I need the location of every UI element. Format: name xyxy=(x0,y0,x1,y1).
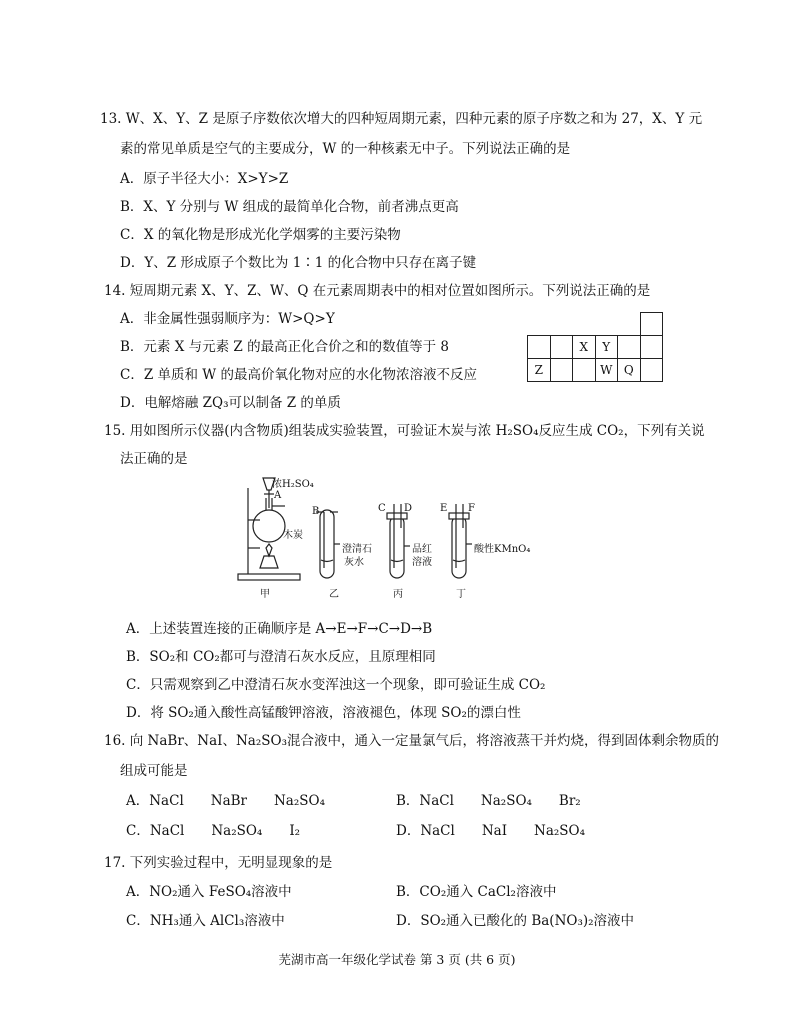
q17-option-a: A．NO₂通入 FeSO₄溶液中 xyxy=(126,884,292,900)
q14-option-c: C．Z 单质和 W 的最高价氧化物对应的水化物浓溶液不反应 xyxy=(120,367,477,383)
q15-option-a: A．上述装置连接的正确顺序是 A→E→F→C→D→B xyxy=(126,621,433,637)
name-jia: 甲 xyxy=(260,589,270,600)
table-cell xyxy=(550,359,573,382)
q14-option-a: A．非金属性强弱顺序为：W>Q>Y xyxy=(120,311,335,327)
magenta-label-2: 溶液 xyxy=(412,557,432,568)
q17-option-b: B．CO₂通入 CaCl₂溶液中 xyxy=(396,884,557,900)
name-bing: 丙 xyxy=(393,589,403,600)
q16-option-d: D．NaCl NaI Na₂SO₄ xyxy=(396,823,586,839)
table-cell xyxy=(573,359,596,382)
q15-option-d: D．将 SO₂通入酸性高锰酸钾溶液，溶液褪色，体现 SO₂的漂白性 xyxy=(126,705,521,721)
limewater-label-1: 澄清石 xyxy=(342,544,372,555)
table-row-period-1 xyxy=(528,313,663,336)
q16-stem-line2: 组成可能是 xyxy=(120,763,188,779)
q13-option-c: C．X 的氧化物是形成光化学烟雾的主要污染物 xyxy=(120,227,401,243)
page-footer: 芜湖市高一年级化学试卷 第 3 页 (共 6 页) xyxy=(278,952,516,967)
q13-option-d: D．Y、Z 形成原子个数比为 1∶1 的化合物中只存在离子键 xyxy=(120,255,477,271)
table-cell xyxy=(640,359,663,382)
q14-option-b: B．元素 X 与元素 Z 的最高正化合价之和的数值等于 8 xyxy=(120,339,449,355)
charcoal-label: 木炭 xyxy=(283,530,303,541)
q13-stem-line2: 素的常见单质是空气的主要成分，W 的一种核素无中子。下列说法正确的是 xyxy=(120,141,571,157)
magenta-label-1: 品红 xyxy=(412,544,432,555)
table-cell-he xyxy=(640,313,663,336)
q17-stem: 17. 下列实验过程中，无明显现象的是 xyxy=(104,855,333,871)
table-cell-y: Y xyxy=(595,336,618,359)
table-cell-x: X xyxy=(573,336,596,359)
q13-option-a: A．原子半径大小：X>Y>Z xyxy=(120,171,289,187)
q15-stem-line1: 15. 用如图所示仪器(内含物质)组装成实验装置，可验证木炭与浓 H₂SO₄反应生成 CO₂，下列有关说 xyxy=(104,423,705,439)
q14-option-d: D．电解熔融 ZQ₃可以制备 Z 的单质 xyxy=(120,395,341,411)
label-d: D xyxy=(404,503,413,514)
table-cell xyxy=(640,336,663,359)
q13-option-b: B．X、Y 分别与 W 组成的最简单化合物，前者沸点更高 xyxy=(120,199,459,215)
q16-stem-line1: 16. 向 NaBr、NaI、Na₂SO₃混合液中，通入一定量氯气后，将溶液蒸干并灼烧，得到固体剩余物质的 xyxy=(104,733,719,749)
q13-stem-line1: 13. W、X、Y、Z 是原子序数依次增大的四种短周期元素，四种元素的原子序数之和为 27，X、Y 元 xyxy=(100,111,703,127)
table-cell xyxy=(618,336,641,359)
q15-option-b: B．SO₂和 CO₂都可与澄清石灰水反应，且原理相同 xyxy=(126,649,436,665)
q17-option-d: D．SO₂通入已酸化的 Ba(NO₃)₂溶液中 xyxy=(396,913,635,929)
label-f: F xyxy=(468,503,475,514)
table-cell xyxy=(550,336,573,359)
periodic-table-fragment xyxy=(527,312,663,382)
table-cell-w: W xyxy=(595,359,618,382)
name-yi: 乙 xyxy=(329,589,339,600)
table-cell-q: Q xyxy=(618,359,641,382)
tube-ding xyxy=(452,516,466,578)
q15-stem-line2: 法正确的是 xyxy=(120,451,188,467)
conc-acid-label: 浓H₂SO₄ xyxy=(272,479,314,490)
q16-option-a: A．NaCl NaBr Na₂SO₄ xyxy=(126,793,325,809)
stand-base xyxy=(238,574,300,580)
table-cell-z: Z xyxy=(528,359,551,382)
q16-option-b: B．NaCl Na₂SO₄ Br₂ xyxy=(396,793,581,809)
table-row-period-2 xyxy=(528,336,663,359)
alcohol-lamp xyxy=(260,556,278,568)
label-c: C xyxy=(378,503,386,514)
limewater-label-2: 灰水 xyxy=(344,557,364,568)
name-ding: 丁 xyxy=(456,589,466,600)
tube-yi xyxy=(320,510,334,578)
label-a: A xyxy=(274,490,282,501)
round-flask xyxy=(253,510,285,542)
q15-option-c: C．只需观察到乙中澄清石灰水变浑浊这一个现象，即可验证生成 CO₂ xyxy=(126,677,546,693)
label-b: B xyxy=(312,506,320,517)
tube-bing xyxy=(390,516,404,578)
q16-option-c: C．NaCl Na₂SO₄ I₂ xyxy=(126,823,301,839)
label-e: E xyxy=(440,503,448,514)
table-row-period-3 xyxy=(528,359,663,382)
q14-stem: 14. 短周期元素 X、Y、Z、W、Q 在元素周期表中的相对位置如图所示。下列说法正确的是 xyxy=(104,283,651,299)
q17-option-c: C．NH₃通入 AlCl₃溶液中 xyxy=(126,913,285,929)
table-cell xyxy=(528,336,551,359)
kmno4-label: 酸性KMnO₄ xyxy=(474,544,531,555)
